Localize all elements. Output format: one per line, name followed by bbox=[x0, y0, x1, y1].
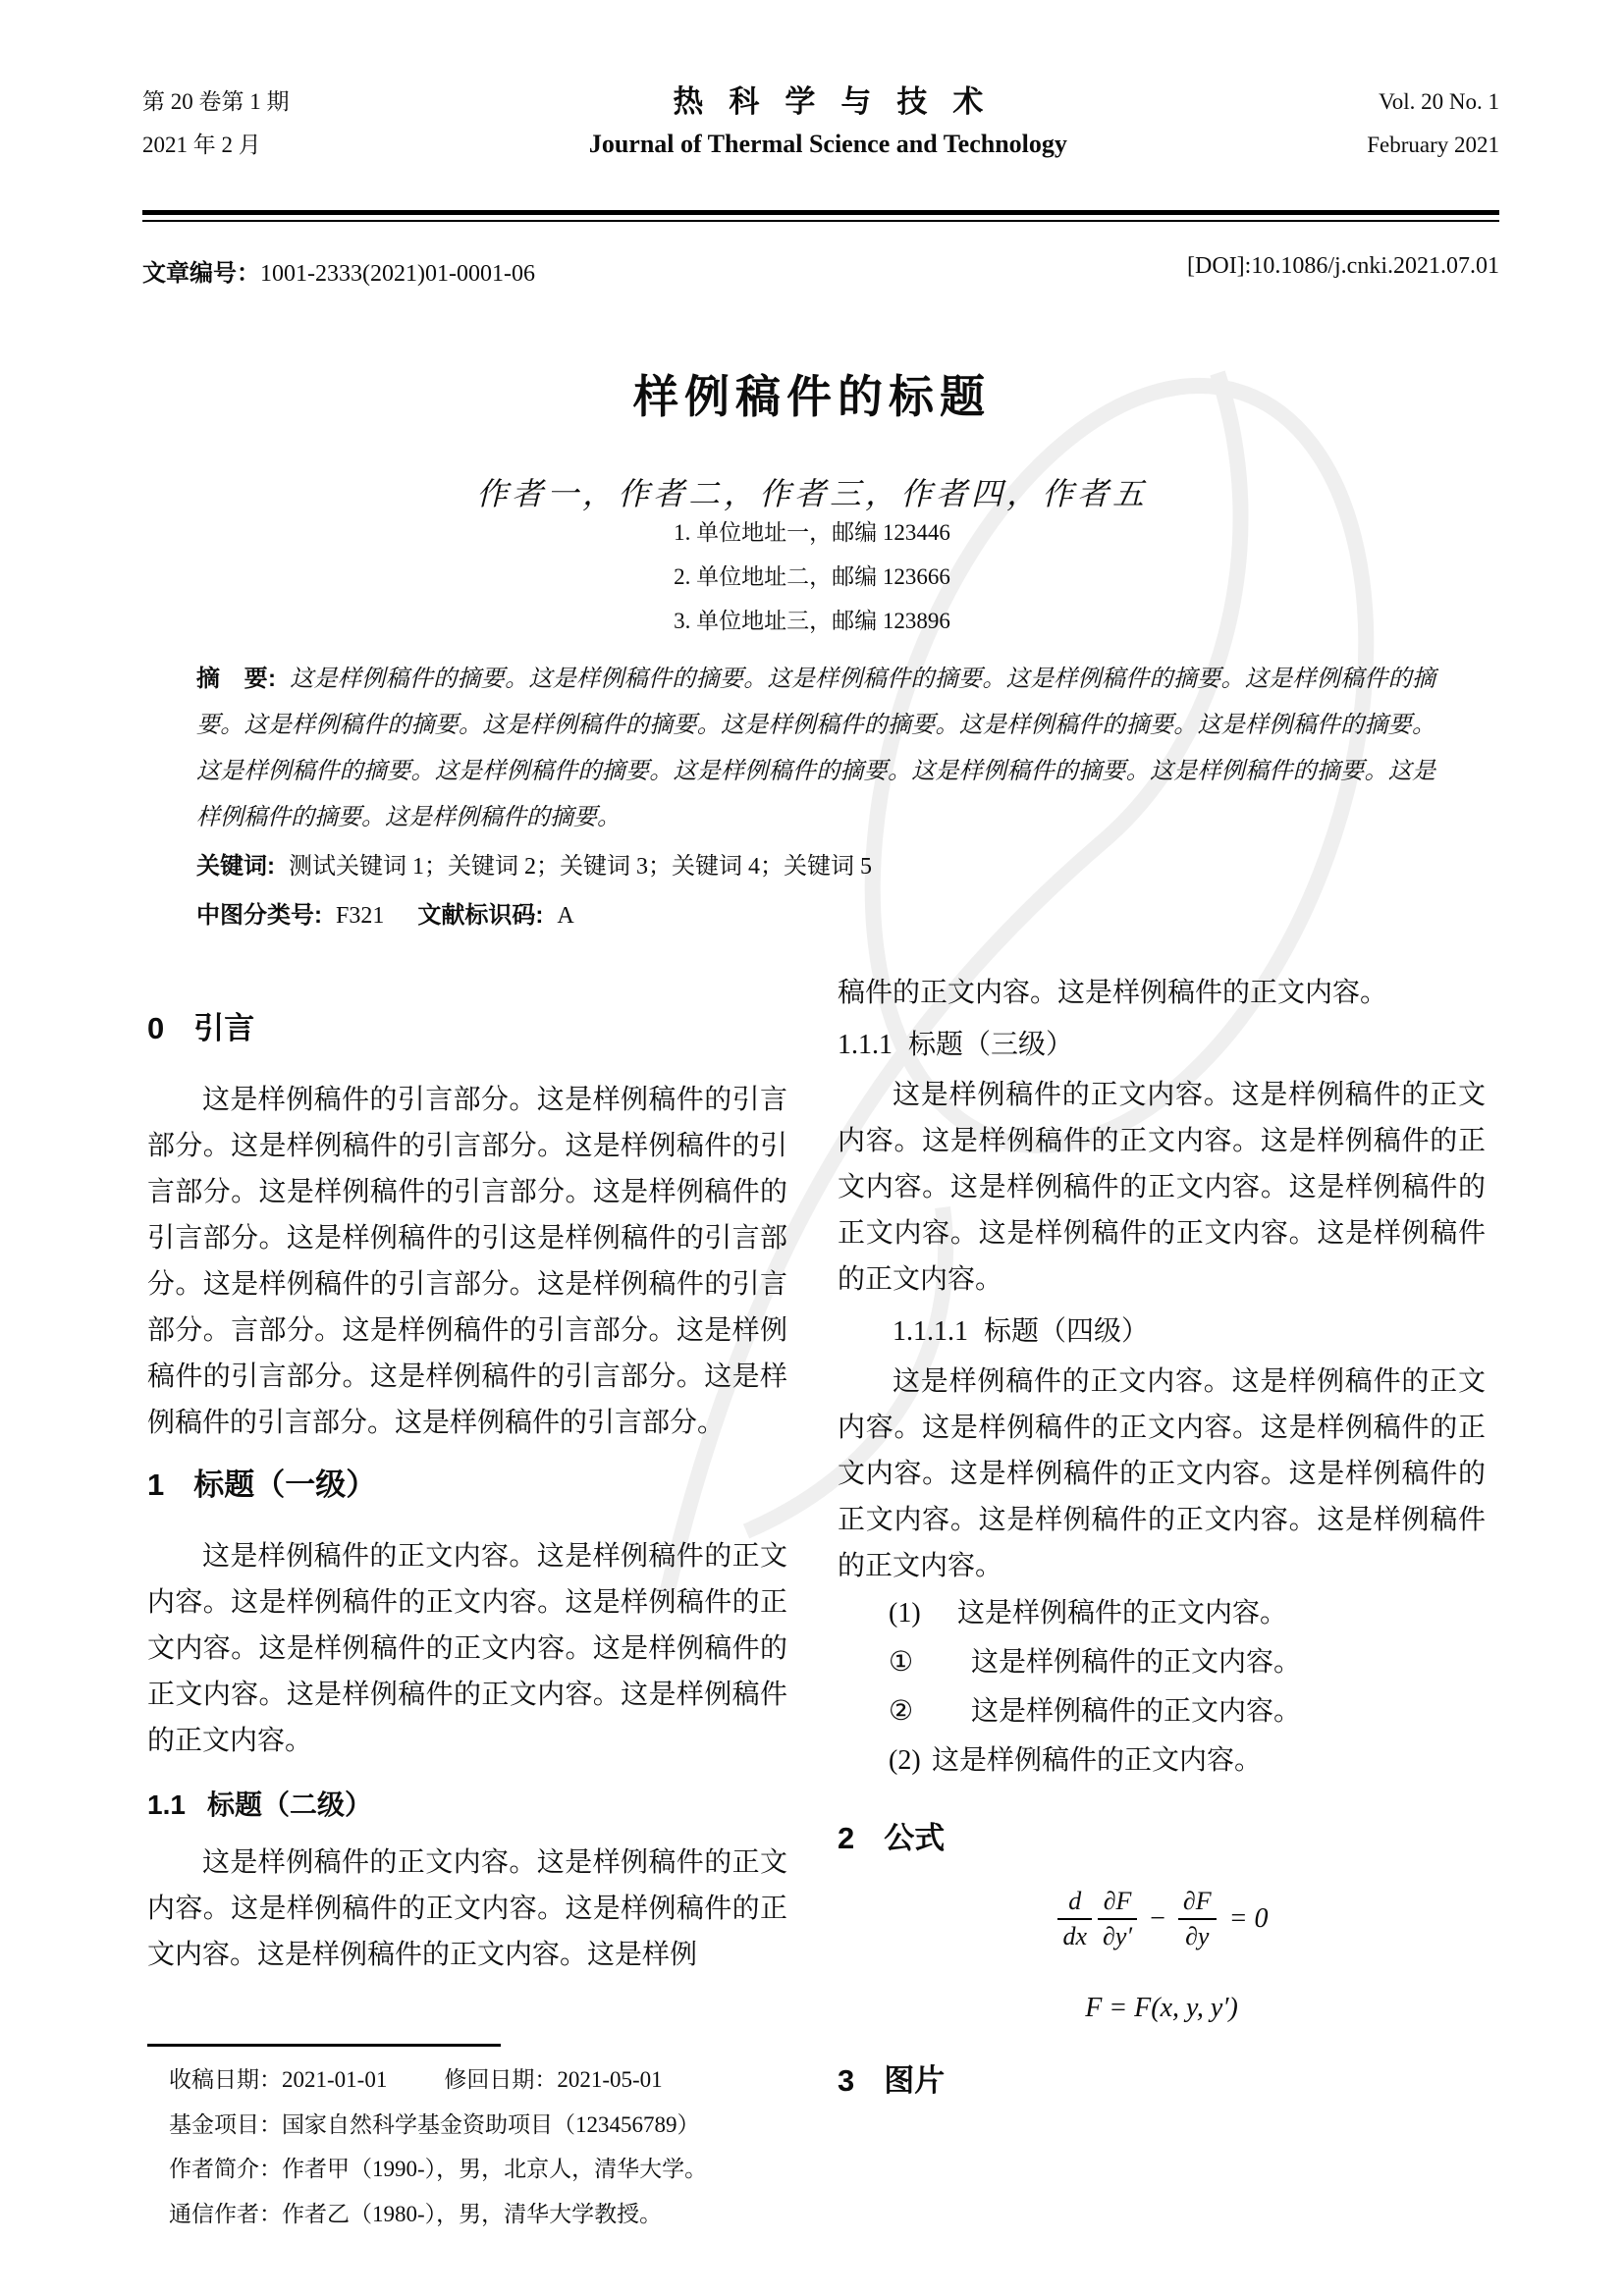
heading-label: 标题（一级） bbox=[193, 1468, 377, 1502]
heading-label: 图片 bbox=[884, 2063, 946, 2098]
fraction-denominator: ∂y′ bbox=[1103, 1922, 1133, 1950]
meta-row bbox=[142, 253, 1499, 288]
formula-F-definition: F = F(x, y, y′) bbox=[1085, 1993, 1238, 2023]
heading-label: 标题（二级） bbox=[206, 1789, 372, 1820]
doc-code-label: 文献标识码: bbox=[417, 902, 544, 929]
clc-label: 中图分类号: bbox=[196, 902, 322, 929]
heading-number: 0 bbox=[147, 1011, 165, 1045]
heading-label: 标题（三级） bbox=[908, 1030, 1074, 1060]
heading-number: 3 bbox=[838, 2063, 855, 2098]
footnote-dates bbox=[169, 2057, 1053, 2103]
equals-zero: = 0 bbox=[1228, 1903, 1269, 1934]
page-header bbox=[142, 80, 1499, 167]
list-text: 这是样例稿件的正文内容。 bbox=[957, 1598, 1288, 1629]
volume-issue-en: Vol. 20 No. 1 bbox=[1379, 89, 1499, 114]
minus-operator: − bbox=[1150, 1903, 1165, 1934]
heading-number: 1.1.1.1 bbox=[893, 1316, 968, 1347]
footnote-corresponding bbox=[169, 2192, 1053, 2237]
header-rule-thick bbox=[142, 210, 1499, 215]
received-label: 收稿日期： bbox=[169, 2067, 282, 2092]
heading-number: 1.1 bbox=[147, 1789, 186, 1820]
abstract-text: 这是样例稿件的摘要。这是样例稿件的摘要。这是样例稿件的摘要。这是样例稿件的摘要。这是样例稿件的摘要。这是样例稿件的摘要。这是样例稿件的摘要。这是样例稿件的摘要。这是样例稿件的摘要。这是样例稿件的摘要。这是样例稿件的摘要。这是样例稿件的摘要。这是样例稿件的摘要。这是样例稿件的摘要。这是样例稿件的摘要。这是样例稿件的摘要。这是样例稿件的摘要。 bbox=[196, 667, 1435, 830]
fraction-numerator: d bbox=[1057, 1887, 1092, 1920]
footnote-fund bbox=[169, 2103, 1053, 2148]
heading-number: 1 bbox=[147, 1468, 165, 1502]
article-title: 样例稿件的标题 bbox=[633, 371, 991, 422]
clc-line bbox=[196, 892, 1435, 939]
list-marker: (1) bbox=[889, 1598, 921, 1629]
journal-title-en: Journal of Thermal Science and Technology bbox=[588, 130, 1067, 158]
article-number-label: 文章编号： bbox=[142, 260, 260, 287]
abstract-block bbox=[196, 656, 1435, 939]
heading-label: 标题（四级） bbox=[984, 1316, 1150, 1347]
affiliation-1: 1. 单位地址一，邮编 123446 bbox=[674, 520, 950, 545]
header-rule-thin bbox=[142, 220, 1499, 222]
list-item-4 bbox=[838, 1736, 1486, 1786]
heading-2-formulas bbox=[838, 1815, 1486, 1861]
list-item-1 bbox=[838, 1589, 1486, 1638]
affiliation-2: 2. 单位地址二，邮编 123666 bbox=[674, 564, 950, 589]
header-left bbox=[142, 80, 290, 167]
fraction-numerator: ∂F bbox=[1178, 1887, 1217, 1920]
list-item-2 bbox=[838, 1638, 1486, 1687]
heading-label: 公式 bbox=[884, 1821, 946, 1855]
corr-label: 通信作者： bbox=[169, 2201, 282, 2226]
fraction-d-dx bbox=[1057, 1887, 1092, 1951]
heading-number: 2 bbox=[838, 1821, 855, 1855]
revised-date: 2021-05-01 bbox=[557, 2067, 663, 2092]
revised-label: 修回日期： bbox=[444, 2067, 558, 2092]
fund-label: 基金项目： bbox=[169, 2111, 282, 2137]
volume-issue-cn: 第 20 卷第 1 期 bbox=[142, 89, 290, 114]
doc-code-value: A bbox=[557, 903, 574, 929]
keywords-label: 关键词: bbox=[196, 853, 275, 880]
list-text: 这是样例稿件的正文内容。 bbox=[932, 1745, 1263, 1776]
intro-paragraph: 这是样例稿件的引言部分。这是样例稿件的引言部分。这是样例稿件的引言部分。这是样例稿件的引言部分。这是样例稿件的引言部分。这是样例稿件的引言部分。这是样例稿件的引这是样例稿件的引言部分。这是样例稿件的引言部分。这是样例稿件的引言部分。言部分。这是样例稿件的引言部分。这是样例稿件的引言部分。这是样例稿件的引言部分。这是样例稿件的引言部分。这是样例稿件的引言部分。 bbox=[147, 1085, 787, 1438]
abstract bbox=[196, 656, 1435, 841]
fraction-dF-dy bbox=[1178, 1887, 1217, 1951]
fraction-dF-dy-prime bbox=[1098, 1887, 1137, 1951]
fund-text: 国家自然科学基金资助项目（123456789） bbox=[282, 2111, 700, 2137]
author-list: 作者一，作者二，作者三，作者四，作者五 bbox=[475, 476, 1148, 511]
footnotes bbox=[169, 2057, 1053, 2236]
list-marker: ① bbox=[889, 1647, 914, 1678]
corr-text: 作者乙（1980-），男，清华大学教授。 bbox=[282, 2201, 663, 2226]
received-date: 2021-01-01 bbox=[282, 2067, 388, 2092]
heading-1-1-1-1 bbox=[838, 1308, 1486, 1355]
keywords-text: 测试关键词 1；关键词 2；关键词 3；关键词 4；关键词 5 bbox=[289, 854, 872, 880]
footnote-rule bbox=[147, 2044, 501, 2047]
keywords-line bbox=[196, 843, 1435, 890]
heading-number: 1.1.1 bbox=[838, 1030, 893, 1060]
article-number bbox=[142, 253, 535, 288]
column-left bbox=[147, 989, 787, 1978]
section-1-1-1-paragraph: 这是样例稿件的正文内容。这是样例稿件的正文内容。这是样例稿件的正文内容。这是样例稿件的正文内容。这是样例稿件的正文内容。这是样例稿件的正文内容。这是样例稿件的正文内容。这是样例稿件的正文内容。 bbox=[838, 1080, 1486, 1295]
date-cn: 2021 年 2 月 bbox=[142, 133, 261, 157]
column-right bbox=[838, 970, 1486, 2129]
heading-1 bbox=[147, 1462, 787, 1508]
list-item-3 bbox=[838, 1687, 1486, 1736]
abstract-label: 摘 要: bbox=[196, 666, 276, 692]
affiliations bbox=[0, 510, 1624, 643]
section-1-1-paragraph-left: 这是样例稿件的正文内容。这是样例稿件的正文内容。这是样例稿件的正文内容。这是样例稿件的正文内容。这是样例稿件的正文内容。这是样例 bbox=[147, 1847, 787, 1970]
heading-1-1 bbox=[147, 1782, 787, 1828]
fraction-denominator: dx bbox=[1062, 1922, 1088, 1950]
list-marker: ② bbox=[889, 1696, 914, 1727]
heading-1-1-1 bbox=[838, 1022, 1486, 1068]
clc-value: F321 bbox=[336, 903, 385, 929]
footnote-bio bbox=[169, 2147, 1053, 2192]
fraction-denominator: ∂y bbox=[1185, 1922, 1210, 1950]
fraction-numerator: ∂F bbox=[1098, 1887, 1137, 1920]
formula-euler-lagrange bbox=[838, 1887, 1486, 1951]
journal-title-cn: 热科学与技术 bbox=[673, 84, 1009, 119]
section-1-1-paragraph-continued: 稿件的正文内容。这是样例稿件的正文内容。 bbox=[838, 978, 1388, 1008]
heading-0-intro bbox=[147, 1005, 787, 1051]
header-center bbox=[290, 80, 1368, 165]
header-right bbox=[1367, 80, 1499, 167]
date-en: February 2021 bbox=[1367, 133, 1499, 157]
list-text: 这是样例稿件的正文内容。 bbox=[971, 1696, 1302, 1727]
affiliation-3: 3. 单位地址三，邮编 123896 bbox=[674, 609, 950, 633]
list-marker: (2) bbox=[889, 1745, 921, 1776]
list-text: 这是样例稿件的正文内容。 bbox=[971, 1647, 1302, 1678]
bio-label: 作者简介： bbox=[169, 2157, 282, 2181]
section-1-paragraph: 这是样例稿件的正文内容。这是样例稿件的正文内容。这是样例稿件的正文内容。这是样例稿件的正文内容。这是样例稿件的正文内容。这是样例稿件的正文内容。这是样例稿件的正文内容。这是样例稿件的正文内容。 bbox=[147, 1541, 787, 1756]
section-1-1-1-1-paragraph: 这是样例稿件的正文内容。这是样例稿件的正文内容。这是样例稿件的正文内容。这是样例稿件的正文内容。这是样例稿件的正文内容。这是样例稿件的正文内容。这是样例稿件的正文内容。这是样例稿件的正文内容。 bbox=[838, 1366, 1486, 1581]
bio-text: 作者甲（1990-），男，北京人，清华大学。 bbox=[282, 2157, 708, 2181]
doi: [DOI]:10.1086/j.cnki.2021.07.01 bbox=[1187, 253, 1499, 279]
article-number-value: 1001-2333(2021)01-0001-06 bbox=[260, 261, 535, 287]
heading-label: 引言 bbox=[193, 1011, 255, 1045]
